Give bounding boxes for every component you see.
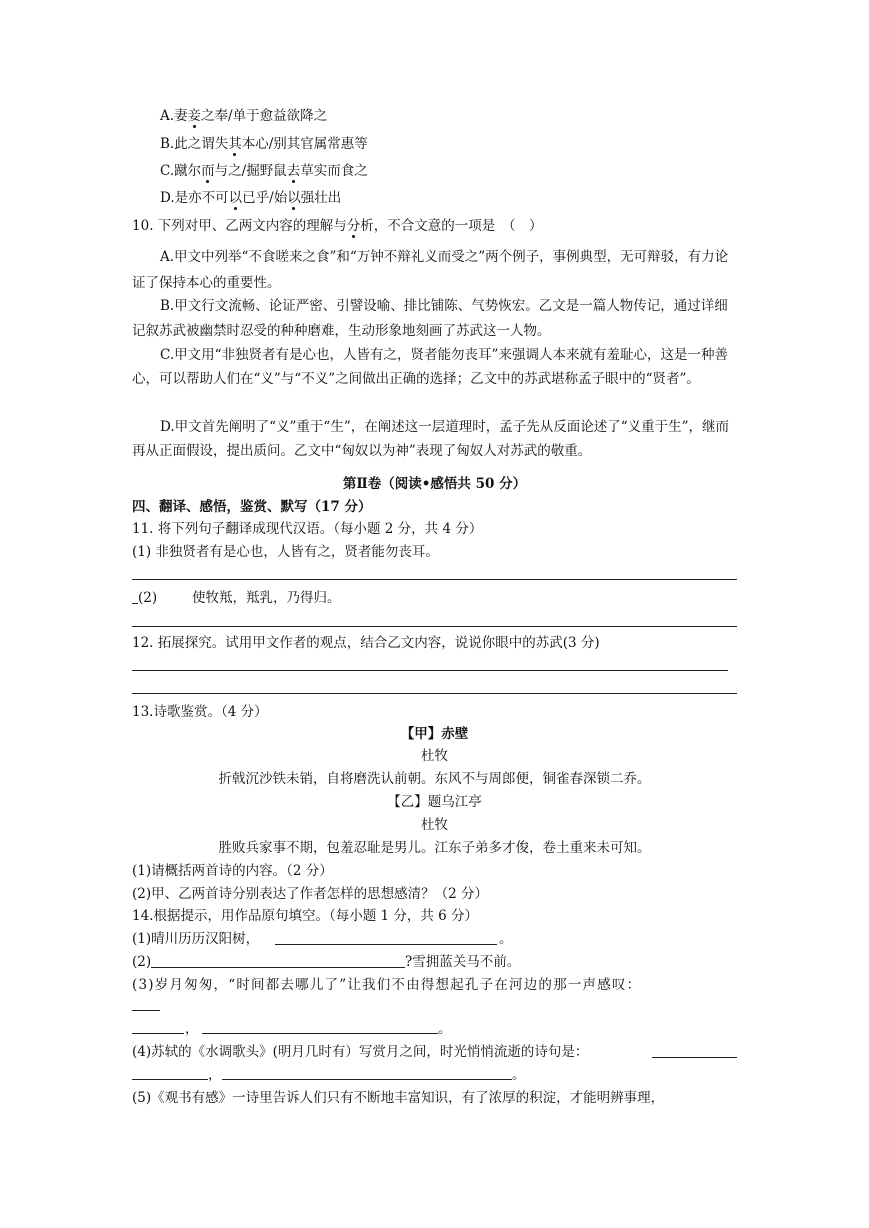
fill-blank[interactable] [202, 1033, 438, 1034]
fill-blank[interactable] [151, 967, 405, 968]
section4-title: 四、翻译、感悟，鉴赏、默写（17 分） [132, 499, 372, 515]
answer-line[interactable] [132, 670, 728, 671]
q10-option-a: A.甲文中列举“不食嗟来之食”和“万钟不辩礼义而受之”两个例子，事例典型，无可辩驳，有力论证了保持本心的重要性。 [132, 249, 729, 291]
q14-item-3-comma: ， [185, 1021, 199, 1037]
fill-blank[interactable] [275, 944, 497, 945]
q14-item-4-end: 。 [512, 1067, 526, 1083]
fill-blank[interactable] [222, 1079, 512, 1080]
fill-blank[interactable] [132, 1010, 160, 1011]
q9-option-b: B.此之谓失其本心/别其官属常惠等 [160, 136, 368, 152]
emphasis-mark: 而 [201, 163, 215, 179]
q14-item-2-end: ?雪拥蓝关马不前。 [405, 954, 521, 970]
poem2-author: 杜牧 [421, 817, 448, 833]
q9-option-d: D.是亦不可以已乎/始以强壮出 [160, 190, 342, 206]
q13-sub-2: (2)甲、乙两首诗分别表达了作者怎样的思想感清？（2 分） [132, 886, 489, 902]
emphasis-mark: 分 [346, 218, 361, 234]
q10-option-b: B.甲文行文流畅、论证严密、引譬设喻、排比铺陈、气势恢宏。乙文是一篇人物传记，通过详细记叙苏武被幽禁时忍受的种种磨难，生动形象地刻画了苏武这一人物。 [132, 298, 728, 339]
poem1-title: 【甲】赤壁 [400, 726, 469, 742]
q14-item-2: (2) [132, 954, 152, 970]
q14-stem: 14.根据提示，用作品原句填空。（每小题 1 分，共 6 分） [132, 908, 479, 924]
q14-item-3-end: 。 [438, 1021, 452, 1037]
q10-option-d: D.甲文首先阐明了“义”重于“生”，在阐述这一层道理时，孟子先从反面论述了“义重于生”，继而再从正面假设，提出质问。乙文中“匈奴以为神”表现了匈奴人对苏武的敬重。 [132, 419, 730, 459]
part2-title: 第Ⅱ卷（阅读•感悟共 50 分） [342, 476, 527, 492]
q14-item-4: (4)苏轼的《水调歌头》(明月几时有）写赏月之间，时光悄悄流逝的诗句是： [132, 1044, 589, 1060]
q10-option-c: C.甲文用“非独贤者有是心也，人皆有之，贤者能勿丧耳”来强调人本来就有羞耻心，这是一种善心，可以帮助人们在“义”与“不义”之间做出正确的选择；乙文中的苏武堪称孟子眼中的“贤者”。 [132, 347, 728, 387]
emphasis-mark: 去 [286, 163, 301, 179]
poem1-author: 杜牧 [421, 748, 448, 764]
q9-option-c: C.蹴尔而与之/掘野鼠去草实而食之 [160, 163, 368, 179]
fill-blank[interactable] [652, 1057, 737, 1058]
q10-stem: 10. 下列对甲、乙两文内容的理解与分析，不合文意的一项是 （ ） [132, 218, 543, 234]
q11-sentence-2-number: (2) [138, 590, 158, 606]
q13-stem: 13.诗歌鉴赏。（4 分） [132, 704, 268, 720]
answer-line[interactable] [132, 579, 737, 580]
poem2-text: 胜败兵家事不期，包羞忍耻是男儿。江东子弟多才俊，卷土重来未可知。 [218, 840, 651, 856]
q12-stem: 12. 拓展探究。试用甲文作者的观点，结合乙文内容，说说你眼中的苏武(3 分) [132, 635, 600, 651]
q14-item-5: (5)《观书有感》一诗里告诉人们只有不断地丰富知识，有了浓厚的积淀，才能明辨事理， [132, 1090, 665, 1106]
q11-stem: 11. 将下列句子翻译成现代汉语。（每小题 2 分，共 4 分） [132, 521, 483, 537]
emphasis-mark: 以 [287, 190, 301, 206]
fill-blank[interactable] [132, 1033, 184, 1034]
poem2-title: 【乙】题乌江亭 [387, 794, 482, 810]
q14-item-3: (3)岁月匆匆，“时间都去哪儿了”让我们不由得想起孔子在河边的那一声感叹： [132, 977, 642, 993]
fill-blank[interactable] [132, 1079, 208, 1080]
poem1-text: 折戟沉沙铁未销，自将磨洗认前朝。东风不与周郎便，铜雀春深锁二乔。 [218, 771, 651, 787]
q11-sentence-2: 使牧羝，羝乳，乃得归。 [192, 590, 341, 606]
q14-item-1: (1)晴川历历汉阳树， [132, 931, 260, 947]
answer-line[interactable] [132, 626, 737, 627]
q13-sub-1: (1)请概括两首诗的内容。（2 分） [132, 863, 333, 879]
emphasis-mark: 妾 [187, 108, 202, 124]
q14-item-4-comma: ， [208, 1067, 222, 1083]
emphasis-mark: 其 [228, 136, 242, 152]
emphasis-mark: 以 [228, 190, 243, 206]
q9-option-a: A.妻妾之奉/单于愈益欲降之 [160, 108, 328, 124]
q11-sentence-1: (1) 非独贤者有是心也，人皆有之，贤者能勿丧耳。 [132, 544, 439, 560]
q14-item-1-end: 。 [499, 931, 513, 947]
answer-line[interactable] [132, 693, 737, 694]
